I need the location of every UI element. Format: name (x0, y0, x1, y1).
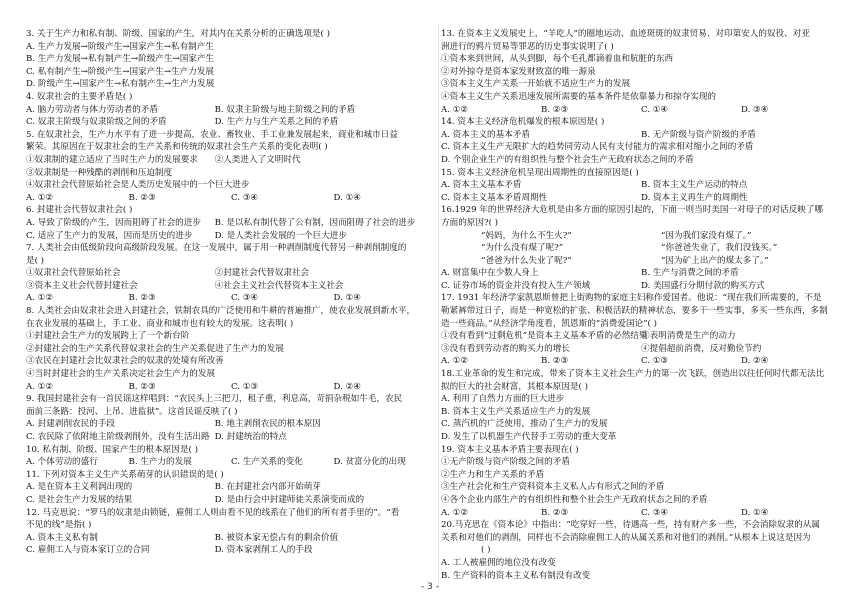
option-row (26, 292, 436, 305)
option-row (26, 192, 436, 205)
option-row (26, 116, 436, 129)
text-line: 不见的线”是指( ) (26, 520, 92, 531)
text-line: ①无产阶级与资产阶级之间的矛盾 (441, 457, 570, 468)
text-line: ②封建社会的生产关系代替奴隶社会的生产关系促进了生产力的发展 (26, 343, 284, 354)
answer-option: B. 生产力的发展 (128, 457, 192, 468)
text-line: ①资本来到世间，从头到脚，每个毛孔都滴着血和肮脏的东西 (441, 54, 674, 65)
question-stem: 8. 人类社会由奴隶社会进入封建社会，铁制农具的广泛使用和牛耕的普遍推广，使农业发展到新水平， (26, 306, 416, 317)
text-line: 关系和对他们的剥削，同样也不会消除雇佣工人的从属关系和对他们的剥削。”从根本上说这是因为 (441, 532, 811, 543)
answer-option: D. ③④ (741, 104, 769, 115)
answer-option: B. ②③ (541, 104, 569, 115)
text-line: A. 生产力发展→阶级产生→国家产生→私有制产生 (26, 41, 214, 52)
answer-option: D. 贫富分化的出现 (333, 457, 406, 468)
option-row (26, 280, 436, 293)
answer-option: A. ①② (441, 356, 469, 367)
answer-option: C. 资本主义基本矛盾周期性 (441, 192, 548, 203)
answer-option: C. 是社会生产力发展的结果 (26, 494, 133, 505)
text-line: ②生产力和生产关系的矛盾 (441, 469, 545, 480)
answer-option: C. 适应了生产力的发展，因而是历史的进步 (26, 230, 193, 241)
text-line: C. 蒸汽机的广泛使用，推动了生产力的发展 (441, 419, 608, 430)
answer-option: B. 奴隶主阶级与地主阶级之间的矛盾 (214, 104, 356, 115)
option-row (26, 456, 436, 469)
left-column (26, 28, 436, 557)
question-stem: 5. 在奴隶社会，生产力水平有了进一步提高，农业、畜牧业、手工业兼发展起来，商业和城市日益 (26, 129, 398, 140)
answer-option: D. 资本家剥削工人的手段 (214, 545, 313, 556)
question-stem: 13. 在资本主义发展史上，“羊吃人”的圈地运动、血迹斑斑的奴隶贸易、对印第安人的奴役、对亚 (441, 29, 810, 39)
option-row (26, 267, 436, 280)
question-stem: 16.1929 年的世界经济大危机是由多方面的原因引起的，下面一则当时美国一对母子的对话反映了哪 (441, 205, 824, 216)
answer-option: ①奴隶制的建立适应了当时生产力的发展要求 (26, 154, 198, 165)
answer-option: B. 在封建社会内部开始萌芽 (214, 482, 321, 493)
question-stem: 9. 我国封建社会有一首民谣这样唱到：“农民头上三把刀，租子重，利息高，苛捐杂税如牛毛，农民 (26, 394, 403, 405)
option-row (441, 230, 841, 243)
text-line: B. 生产资料的资本主义私有制没有改变 (441, 570, 591, 581)
text-line: 繁荣。其原因在于奴隶社会的生产关系和传统的奴隶社会生产关系的变化表明( ) (26, 142, 328, 153)
answer-option: ④社会主义社会代替资本主义社会 (214, 280, 344, 291)
option-row (441, 330, 841, 343)
answer-option: C. 证券市场的资金并没有投入生产领域 (441, 280, 591, 291)
answer-option: B. 被资本家无偿占有的剩余价值 (214, 532, 339, 543)
answer-option: B. ②③ (128, 293, 156, 304)
option-row (441, 192, 841, 205)
answer-option: B. ②③ (541, 356, 569, 367)
answer-option: C. ①③ (641, 356, 669, 367)
text-line: ③奴隶制是一种残酷的剥削和压迫制度 (26, 167, 173, 178)
answer-option: C. ③④ (641, 507, 669, 518)
question-stem: 6. 封建社会代替奴隶社会( ) (26, 205, 133, 216)
answer-option: D. ①④ (333, 192, 361, 203)
option-row (26, 431, 436, 444)
question-stem: 18.工业革命的发生和完成，带来了资本主义社会生产力的第一次飞跃，创造出以往任何时代都无法比 (441, 369, 825, 380)
right-column (441, 28, 841, 582)
text-line: D. 阶级产生→国家产生→私有制产生→生产力发展 (26, 79, 215, 90)
answer-option: ①没有看到“过剩危机”是资本主义基本矛盾的必然结果 (441, 331, 648, 342)
text-line: ( ) (481, 545, 491, 556)
answer-option: A. 是在资本主义利润出现的 (26, 482, 133, 493)
option-row (441, 267, 841, 280)
answer-option: A. ①② (26, 293, 54, 304)
answer-option: “因为我们家没有煤了。” (661, 230, 752, 241)
answer-option: ②封建社会代替奴隶社会 (214, 268, 310, 279)
answer-option: ②人类进入了文明时代 (214, 154, 301, 165)
answer-option: D. ②④ (741, 356, 769, 367)
answer-option: B. ②③ (128, 192, 156, 203)
answer-option: B. ②③ (128, 381, 156, 392)
option-row (26, 381, 436, 394)
answer-option: D. 是由行会中封建师徒关系演变而成的 (214, 494, 365, 505)
answer-option: D. 生产力与生产关系之间的矛盾 (214, 117, 339, 128)
answer-option: C. 雇佣工人与资本家订立的合同 (26, 545, 150, 556)
answer-option: D. ②④ (333, 381, 361, 392)
answer-option: A. 个体劳动的盛行 (26, 457, 98, 468)
text-line: 是( ) (26, 255, 45, 266)
option-row (26, 217, 436, 230)
text-line: 勒紧裤带过日子，而是一种宽松的扩张、积极活跃的精神状态，要多干一些实事，多买一些东西，多制 (441, 306, 828, 317)
question-stem: 15. 资本主义经济危机呈现出周期性的直接原因是( ) (441, 167, 639, 178)
option-row (26, 532, 436, 545)
option-row (26, 154, 436, 167)
answer-option: C. ③④ (231, 293, 259, 304)
answer-option: C. ①④ (641, 104, 669, 115)
text-line: D. 个别企业生产的有组织性与整个社会生产无政府状态之间的矛盾 (441, 154, 694, 165)
text-line: ③农民在封建社会比奴隶社会的奴隶的处境有所改善 (26, 356, 224, 367)
answer-option: ③资本主义社会代替封建社会 (26, 280, 138, 291)
answer-option: ③没有看到劳动者的购买力的增长 (441, 343, 570, 354)
question-stem: 12. 马克思说：“罗马的奴隶是由锁链，雇佣工人则由看不见的线系在了他们的所有者手里的”。“看 (26, 507, 400, 518)
text-line: ①封建社会生产力的发展跨上了一个新台阶 (26, 331, 190, 342)
answer-option: B. 无产阶级与资产阶级的矛盾 (641, 129, 756, 140)
text-line: 拟的巨大的社会财富，其根本原因是( ) (441, 381, 588, 392)
answer-option: C. ③④ (231, 192, 259, 203)
answer-option: D. 封建统治的特点 (214, 432, 287, 442)
text-line: 方面的原因?( ) (441, 217, 499, 228)
answer-option: C. 奴隶主阶级与奴隶阶级之间的矛盾 (26, 117, 167, 128)
text-line: 洲进行的鸦片贸易等罪恶的历史事实说明了( ) (441, 41, 614, 52)
answer-option: A. 资本主义基本矛盾 (441, 180, 522, 191)
answer-option: A. ①② (441, 104, 469, 115)
question-stem: 10. 私有制、阶级、国家产生的根本原因是( ) (26, 444, 198, 455)
question-stem: 20.马克思在《资本论》中指出：“吃穿好一些，待遇高一些，持有财产多一些，不会消除奴隶的从属 (441, 520, 820, 531)
answer-option: “为什么没有煤了呢?” (481, 243, 564, 254)
question-stem: 3. 关于生产力和私有制、阶级、国家的产生，对其内在关系分析的正确选项是( ) (26, 29, 330, 39)
answer-option: D. 美国盛行分期付款的购买方式 (641, 280, 765, 291)
answer-option: A. 财富集中在少数人身上 (441, 268, 539, 279)
answer-option: B. 资本主义生产运动的特点 (641, 180, 748, 191)
question-stem: 14. 资本主义经济危机爆发的根本原因是( ) (441, 117, 605, 128)
answer-option: B. ②③ (541, 507, 569, 518)
text-line: A. 利用了自然力方面的巨大进步 (441, 394, 565, 405)
answer-option: C. ①③ (231, 381, 259, 392)
answer-option: D. 资本主义再生产的周期性 (641, 192, 748, 203)
option-row (441, 343, 841, 356)
option-row (26, 104, 436, 117)
question-stem: 17. 1931 年经济学家凯恩斯曾把上街购物的家庭主妇称作爱国者。他说：“现在我们所需要的，不是 (441, 293, 822, 304)
option-row (26, 418, 436, 431)
answer-option: D. 是人类社会发展的一个巨大进步 (214, 230, 347, 241)
answer-option: A. ①② (441, 507, 469, 518)
question-stem: 11. 下列对资本主义生产关系萌芽的认识错误的是( ) (26, 469, 224, 480)
question-stem: 7. 人类社会由低级阶段向高级阶段发展。在这一发展中，属于用一种剥削制度代替另一种剥削制度的 (26, 243, 407, 254)
option-row (441, 179, 841, 192)
option-row (441, 242, 841, 255)
answer-option: A. 资本主义的基本矛盾 (441, 129, 531, 140)
answer-option: “因为矿上出产的煤太多了。” (661, 255, 769, 266)
answer-option: A. ①② (26, 381, 54, 392)
text-line: C. 资本主义生产无限扩大的趋势同劳动人民有支付能力的需求相对缩小之间的矛盾 (441, 142, 754, 153)
text-line: ④当时封建社会的生产关系决定社会生产力的发展 (26, 369, 216, 380)
text-line: B. 资本主义生产关系适应生产力的发展 (441, 406, 591, 417)
answer-option: “你爸爸失业了，我们没钱买。” (661, 243, 778, 254)
answer-option: B. 生产与消费之间的矛盾 (641, 268, 739, 279)
text-line: D. 发生了以机器生产代替手工劳动的重大变革 (441, 432, 617, 442)
answer-option: ①奴隶社会代替原始社会 (26, 268, 121, 279)
answer-option: B. 是以私有制代替了公有制，因而阻碍了社会的进步 (214, 217, 416, 228)
answer-option: A. 封建剥削农民的手段 (26, 419, 116, 430)
answer-option: “妈妈，为什么不生火?” (481, 230, 572, 241)
answer-option: A. 资本主义私有制 (26, 532, 98, 543)
text-line: ③资本主义生产关系一开始就不适应生产力的发展 (441, 79, 631, 90)
text-line: ③生产社会化和生产资料资本主义私人占有形式之间的矛盾 (441, 482, 665, 493)
text-line: 在农业发展的基础上，手工业、商业和城市也有较大的发展。这表明( ) (26, 318, 294, 329)
column-divider (438, 24, 439, 589)
page-number: - 3 - (421, 582, 439, 592)
option-row (441, 280, 841, 293)
option-row (26, 494, 436, 507)
answer-option: A. 脑力劳动者与体力劳动者的矛盾 (26, 104, 158, 115)
text-line: A. 工人被雇佣的地位没有改变 (441, 557, 556, 568)
text-line: B. 生产力发展→私有制产生→阶级产生→国家产生 (26, 54, 215, 65)
answer-option: D. ①④ (333, 293, 361, 304)
answer-option: C. 农民除了依附地主阶级剥削外，没有生活出路 (26, 432, 210, 442)
answer-option: “爸爸为什么失业了呢?” (481, 255, 572, 266)
option-row (26, 544, 436, 557)
text-line: ④资本主义生产关系迅速发展所需要的基本条件是依靠暴力和掠夺实现的 (441, 91, 717, 102)
option-row (26, 481, 436, 494)
text-line: ④奴隶社会代替原始社会是人类历史发展中的一个巨大进步 (26, 180, 250, 191)
option-row (441, 507, 841, 520)
answer-option: A. 导致了阶级的产生，因而阻碍了社会的进步 (26, 217, 201, 228)
answer-option: B. 地主剥削农民的根本原因 (214, 419, 321, 430)
option-row (441, 255, 841, 268)
question-stem: 4. 奴隶社会的主要矛盾是( ) (26, 91, 133, 102)
answer-option: C. 生产关系的变化 (231, 457, 303, 468)
option-row (441, 129, 841, 142)
text-line: ④各个企业内部生产的有组织性和整个社会生产无政府状态之间的矛盾 (441, 494, 708, 505)
text-line: 造一些商品。”从经济学角度看，凯恩斯的“消费爱国论”( ) (441, 318, 657, 329)
answer-option: ④提倡超前消费，反对勤俭节约 (641, 343, 762, 354)
text-line: C. 私有制产生→阶级产生→国家产生→生产力发展 (26, 66, 215, 77)
text-line: 面前三条路：投河、上吊、进监狱”。这首民谣反映了( ) (26, 406, 238, 417)
answer-option: A. ①② (26, 192, 54, 203)
option-row (441, 355, 841, 368)
option-row (26, 230, 436, 243)
answer-option: ②表明消费是生产的动力 (641, 331, 736, 342)
answer-option: D. ①④ (741, 507, 769, 518)
question-stem: 19. 资本主义基本矛盾主要表现在( ) (441, 444, 579, 455)
option-row (441, 104, 841, 117)
text-line: ②对外掠夺是资本家发财致富的唯一源泉 (441, 66, 596, 77)
